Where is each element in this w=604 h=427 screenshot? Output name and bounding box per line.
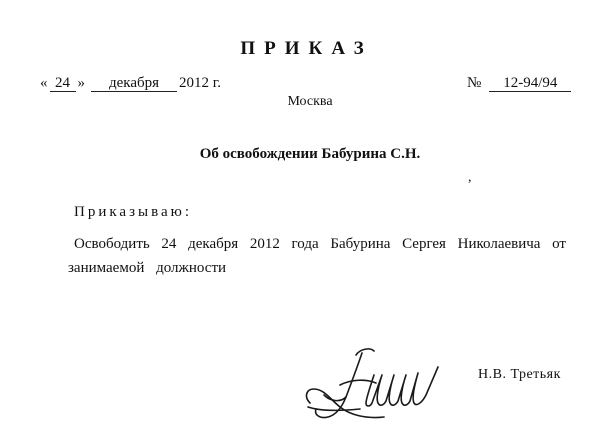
date-year: 2012 г. xyxy=(179,75,221,91)
signer-name: Н.В. Третьяк xyxy=(478,367,561,382)
handwritten-signature xyxy=(300,345,448,423)
stray-mark: , xyxy=(468,170,472,185)
order-body-line-2: занимаемой должности xyxy=(68,260,227,276)
date-day: 24 xyxy=(50,76,76,92)
document-title: ПРИКАЗ xyxy=(240,38,373,59)
order-date xyxy=(40,75,221,92)
order-number-label: № xyxy=(467,75,482,91)
order-body xyxy=(68,232,566,280)
order-number-value: 12-94/94 xyxy=(489,76,571,92)
ordering-word: Приказываю: xyxy=(74,204,192,220)
city: Москва xyxy=(287,94,333,109)
order-subject: Об освобождении Бабурина С.Н. xyxy=(199,146,421,162)
order-body-line-1: Освободить 24 декабря 2012 года Бабурина Сергея Николаевича от xyxy=(74,236,566,252)
date-month: декабря xyxy=(91,76,177,92)
date-close-quote: » xyxy=(77,75,85,91)
date-open-quote: « xyxy=(40,75,48,91)
order-number xyxy=(467,75,571,92)
